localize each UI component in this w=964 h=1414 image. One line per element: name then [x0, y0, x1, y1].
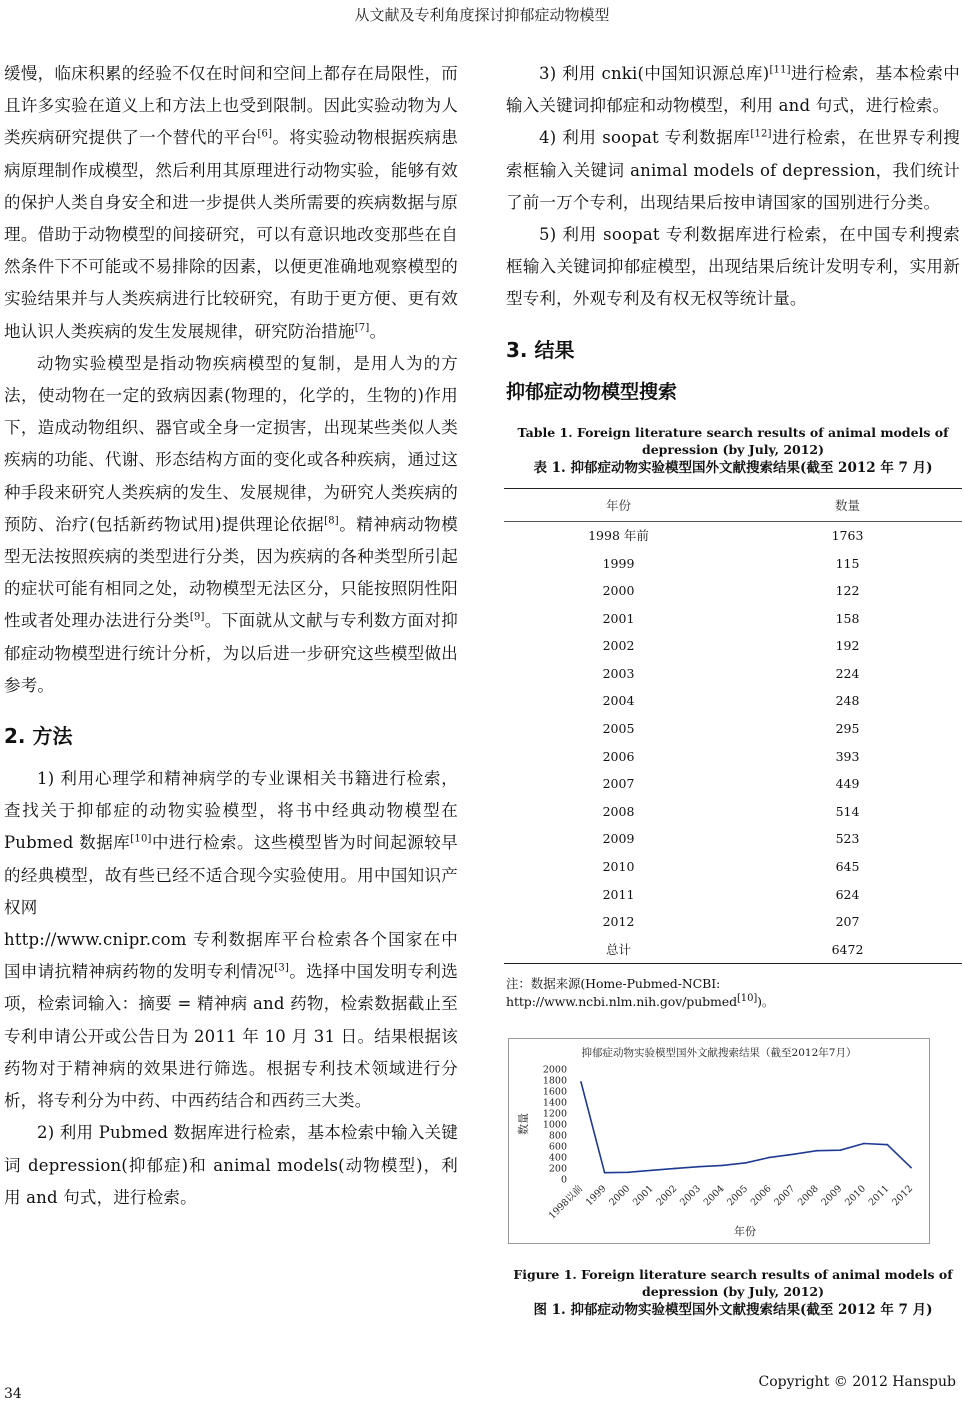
data-point: [674, 1168, 676, 1170]
x-tick-label: 2001: [630, 1183, 656, 1209]
table-cell-year: 2007: [602, 776, 635, 792]
figure-caption-cn: 图 1. 抑郁症动物实验模型国外文献搜索结果(截至 2012 年 7 月): [533, 1302, 933, 1319]
results-table: [504, 488, 962, 965]
method-1-paragraph: 1) 利用心理学和精神病学的专业课相关书籍进行检索，查找关于抑郁症的动物实验模型，将书中经典动物模型在 Pubmed 数据库[10]中进行检索。这些模型皆为时间起源较早的经典模型，故有些已经不适合现今实验使用。用中国知识产权网: [4, 769, 458, 917]
y-tick-label: 1400: [542, 1097, 567, 1109]
citation: [12]: [750, 128, 772, 140]
data-point: [745, 1162, 747, 1164]
x-tick-label: 2004: [701, 1183, 727, 1209]
table-cell-year: 2009: [602, 831, 635, 847]
series-line: [581, 1082, 911, 1173]
chart-title: 抑郁症动物实验模型国外文献搜索结果（截至2012年7月）: [581, 1047, 857, 1060]
table-row: [504, 549, 962, 577]
x-tick-label: 2006: [748, 1183, 774, 1209]
table-row: [504, 715, 962, 743]
table-row: [504, 604, 962, 632]
data-point: [863, 1143, 865, 1145]
data-point: [580, 1081, 582, 1083]
right-column: [506, 58, 960, 1330]
table-row: [504, 521, 962, 549]
table-cell-count: 449: [835, 776, 860, 792]
data-point: [722, 1165, 724, 1167]
section-heading-results: 3. 结果: [506, 337, 575, 362]
data-point: [769, 1157, 771, 1159]
table-cell-count: 207: [835, 914, 860, 930]
citation: [7]: [354, 322, 370, 334]
citation: [10]: [737, 992, 758, 1004]
table-header-year: 年份: [504, 488, 733, 521]
table-cell-count: 295: [835, 721, 860, 737]
table-header-row: [504, 488, 962, 521]
chart-svg: [509, 1039, 929, 1243]
table-cell-count: 6472: [733, 936, 962, 964]
table-header-count: 数量: [733, 488, 962, 521]
x-tick-label: 1999: [583, 1183, 609, 1209]
table-cell-year: 2003: [602, 665, 635, 681]
table-cell-year: 2011: [602, 886, 635, 902]
intro-paragraph-1: 缓慢，临床积累的经验不仅在时间和空间上都存在局限性，而且许多实验在道义上和方法上也受到限制。因此实验动物为人类疾病研究提供了一个替代的平台[6]。将实验动物根据疾病患病原理制作成模型，然后利用其原理进行动物实验，能够有效的保护人类自身安全和进一步提供人类所需要的疾病数据与原理。借助于动物模型的间接研究，可以有意识地改变那些在自然条件下不可能或不易排除的因素，以便更准确地观察模型的实验结果并与人类疾病进行比较研究，有助于更方便、更有效地认识人类疾病的发生发展规律，研究防治措施[7]。: [4, 64, 459, 341]
data-point: [698, 1166, 700, 1168]
table-row: [504, 577, 962, 605]
x-tick-label: 2009: [819, 1183, 845, 1209]
data-point: [604, 1172, 606, 1174]
table-row: [504, 770, 962, 798]
table-cell-count: 115: [835, 555, 860, 571]
table-cell-count: 248: [835, 693, 860, 709]
line-chart: [508, 1038, 930, 1244]
y-tick-label: 800: [548, 1130, 567, 1142]
x-tick-label: 2007: [772, 1183, 798, 1209]
y-tick-label: 1600: [542, 1086, 567, 1098]
x-tick-label: 1998以前: [546, 1183, 586, 1222]
y-tick-label: 0: [560, 1174, 567, 1186]
x-tick-label: 2003: [678, 1183, 703, 1209]
x-tick-label: 2002: [654, 1183, 680, 1209]
figure-caption-en: Figure 1. Foreign literature search results of animal models of depression (by July, 2012): [513, 1267, 953, 1300]
data-point: [651, 1170, 653, 1172]
citation: [8]: [324, 515, 339, 527]
y-axis-label: 数量: [517, 1113, 530, 1136]
table-cell-count: 624: [835, 886, 860, 902]
copyright: Copyright © 2012 Hanspub: [758, 1374, 956, 1390]
table-row: [504, 853, 962, 881]
citation: [9]: [189, 611, 205, 623]
table-cell-count: 192: [835, 638, 860, 654]
table-row: [504, 825, 962, 853]
y-tick-label: 2000: [542, 1064, 567, 1076]
table-cell-count: 158: [835, 610, 860, 626]
citation: [11]: [769, 64, 791, 76]
table-row-total: [504, 936, 962, 964]
table-row: [504, 742, 962, 770]
table-cell-year: 2006: [602, 748, 635, 764]
running-head: 从文献及专利角度探讨抑郁症动物模型: [354, 6, 610, 24]
table-cell-count: 514: [835, 803, 860, 819]
data-point: [887, 1144, 889, 1146]
y-tick-label: 1800: [542, 1075, 567, 1087]
table-cell-count: 645: [835, 859, 860, 875]
table-note: 注：数据来源(Home-Pubmed-NCBI: http://www.ncbi.nlm.nih.gov/pubmed[10])。: [506, 976, 775, 1010]
citation: [10]: [130, 833, 152, 845]
table-caption-cn: 表 1. 抑郁症动物实验模型国外文献搜索结果(截至 2012 年 7 月): [533, 459, 933, 476]
table-cell-year: 2000: [602, 583, 635, 599]
table-cell-count: 1763: [831, 527, 864, 543]
table-cell-year: 2001: [602, 610, 635, 626]
method-4-paragraph: 4) 利用 soopat 专利数据库[12]进行检索，在世界专利搜索框输入关键词 animal models of depression，我们统计了前一万个专利，出现结果后按申请国家的国别进行分类。: [506, 128, 960, 212]
x-tick-label: 2005: [725, 1183, 751, 1209]
subsection-heading: 抑郁症动物模型搜索: [506, 380, 678, 403]
table-row: [504, 798, 962, 826]
table-row: [504, 687, 962, 715]
intro-paragraph-2: 动物实验模型是指动物疾病模型的复制，是用人为的方法，使动物在一定的致病因素(物理的，化学的，生物的)作用下，造成动物组织、器官或全身一定损害，出现某些类似人类疾病的功能、代谢、形态结构方面的变化或各种疾病，通过这种手段来研究人类疾病的发生、发展规律，为研究人类疾病的预防、治疗(包括新药物试用)提供理论依据[8]。精神病动物模型无法按照疾病的类型进行分类，因为疾病的各种类型所引起的症状可能有相同之处，动物模型无法区分，只能按照阴性阳性或者处理办法进行分类[9]。下面就从文献与专利数方面对抑郁症动物模型进行统计分析，为以后进一步研究这些模型做出参考。: [4, 353, 459, 695]
x-tick-label: 2011: [866, 1183, 892, 1209]
table-cell-year: 1998 年前: [588, 528, 649, 544]
table-row: [504, 660, 962, 688]
table-row: [504, 632, 962, 660]
table-cell-count: 523: [835, 831, 860, 847]
method-2-paragraph: 2) 利用 Pubmed 数据库进行检索，基本检索中输入关键词 depression(抑郁症)和 animal models(动物模型)，利用 and 句式，进行检索。: [4, 1123, 458, 1207]
page-number: 34: [4, 1386, 22, 1402]
y-tick-label: 400: [548, 1152, 567, 1164]
x-axis-label: 年份: [734, 1225, 756, 1239]
table-cell-year: 2002: [602, 638, 635, 654]
citation: [6]: [257, 128, 273, 140]
data-point: [839, 1149, 841, 1151]
table-caption-en: Table 1. Foreign literature search results of animal models of depression (by July, 2012): [517, 424, 949, 457]
data-point: [816, 1150, 818, 1152]
x-tick-label: 2008: [795, 1183, 821, 1209]
y-tick-label: 1200: [542, 1108, 567, 1120]
table-cell-year: 2005: [602, 721, 635, 737]
section-heading-methods: 2. 方法: [4, 724, 73, 749]
data-point: [627, 1172, 629, 1174]
x-tick-label: 2000: [607, 1183, 633, 1209]
table-cell-year: 2008: [602, 803, 635, 819]
left-column: [4, 58, 458, 1214]
method-3-paragraph: 3) 利用 cnki(中国知识源总库)[11]进行检索，基本检索中输入关键词抑郁症和动物模型，利用 and 句式，进行检索。: [506, 64, 961, 116]
x-tick-label: 2010: [843, 1183, 868, 1209]
table-cell-year: 总计: [504, 936, 733, 964]
method-1-continued: http://www.cnipr.com 专利数据库平台检索各个国家在中国申请抗精神病药物的发明专利情况[3]。选择中国发明专利选项，检索词输入：摘要 = 精神病 and 药物，检索数据截止至专利申请公开或公告日为 2011 年 10 月 31 日。结果根据该药物对于精神病的效果进行筛选。根据专利技术领域进行分析，将专利分为中药、中西药结合和西药三大类。: [4, 930, 458, 1111]
table-cell-count: 224: [835, 665, 860, 681]
y-tick-label: 600: [548, 1141, 567, 1153]
table-row: [504, 880, 962, 908]
citation: [3]: [274, 962, 290, 974]
table-cell-year: 2004: [602, 693, 635, 709]
table-cell-count: 122: [835, 583, 860, 599]
table-row: [504, 908, 962, 936]
data-point: [792, 1154, 794, 1156]
x-tick-label: 2012: [890, 1183, 916, 1209]
method-5-paragraph: 5) 利用 soopat 专利数据库进行检索，在中国专利搜索框输入关键词抑郁症模型，出现结果后统计发明专利，实用新型专利，外观专利及有权无权等统计量。: [506, 225, 960, 309]
table-cell-year: 2012: [602, 914, 635, 930]
table-cell-count: 393: [835, 748, 860, 764]
table-cell-year: 1999: [602, 555, 635, 571]
table-cell-year: 2010: [602, 859, 635, 875]
y-tick-label: 200: [548, 1163, 567, 1175]
y-tick-label: 1000: [542, 1119, 567, 1131]
data-point: [910, 1167, 912, 1169]
